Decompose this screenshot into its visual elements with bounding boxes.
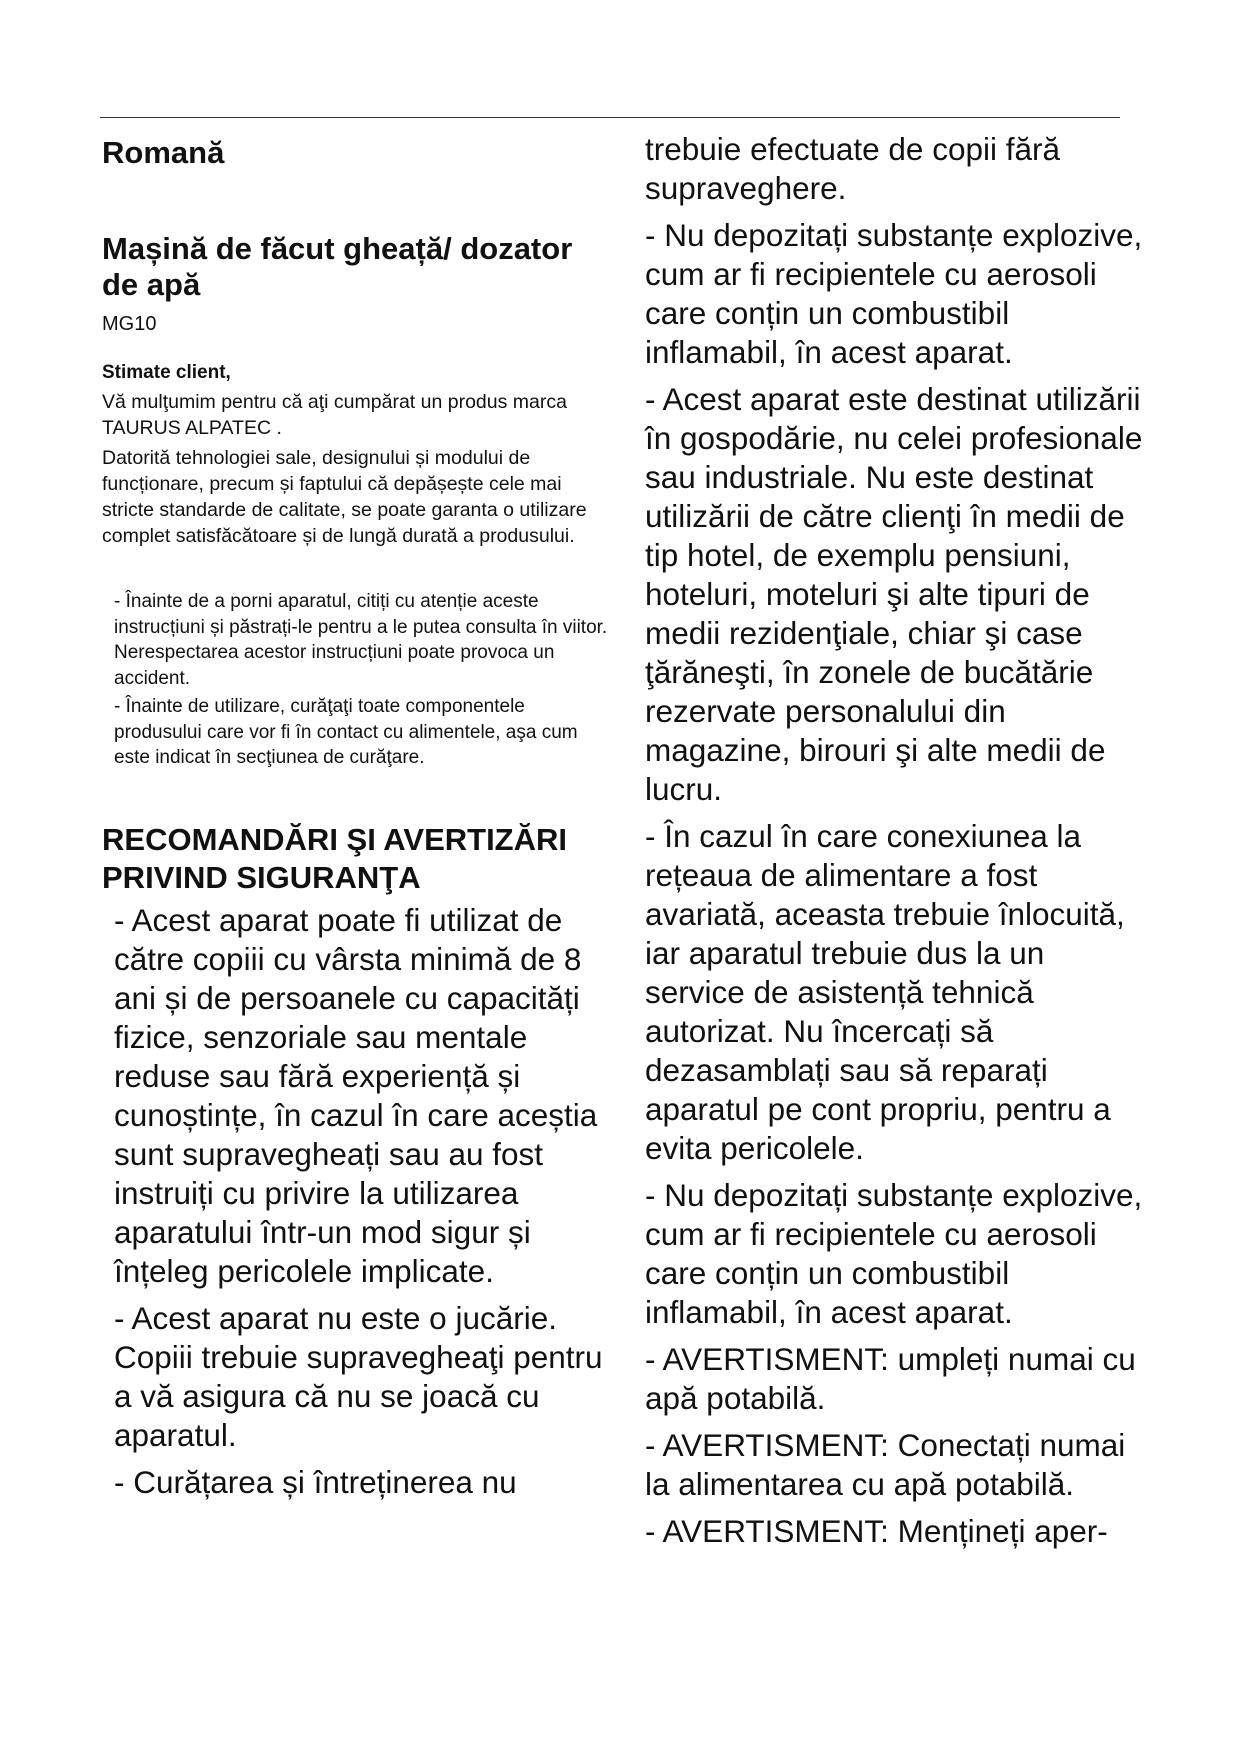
safety-item: - În cazul în care conexiunea la rețeaua de alimentare a fost avariată, aceasta trebuie înlocuită, iar aparatul trebuie dus la un service de asistență tehnică autorizat. Nu încercați să dezasamblați sau să reparați aparatul pe cont propriu, pentru a evita pericolele. <box>645 818 1125 1166</box>
intro-body: Datorită tehnologiei sale, designului și modului de funcționare, precum și faptului că depășește cele mai stricte standarde de calitate, se poate garanta o utilizare complet satisfăcătoare și de lungă durată a produsului. <box>102 447 587 547</box>
safety-item: trebuie efectuate de copii fără supraveghere. <box>645 131 1061 206</box>
notes-list <box>114 589 612 771</box>
safety-item: - Acest aparat nu este o jucărie. Copiii trebuie supravegheaţi pentru a vă asigura că nu se joacă cu aparatul. <box>114 1299 603 1453</box>
product-title: Mașină de făcut gheață/ dozator de apă <box>102 231 573 302</box>
note-item: - Înainte de a porni aparatul, citiți cu atenție aceste instrucțiuni și păstrați-le pentru a le putea consulta în viitor. Nerespectarea acestor instrucțiuni poate provoca un accident. <box>114 591 608 689</box>
header-rule <box>100 117 1120 118</box>
safety-item: - Acest aparat este destinat utilizării în gospodărie, nu celei profesionale sau industriale. Nu este destinat utilizării de către clienţi în medii de tip hotel, de exemplu pensiuni, hoteluri, moteluri şi alte tipuri de medii rezidenţiale, chiar şi case ţărăneşti, în zonele de bucătărie rezervate personalului din magazine, birouri şi alte medii de lucru. <box>645 381 1143 807</box>
note-item: - Înainte de utilizare, curăţaţi toate componentele produsului care vor fi în contact cu alimentele, aşa cum este indicat în secţiunea de curăţare. <box>114 696 578 768</box>
right-column <box>645 130 1145 1559</box>
model-number: MG10 <box>102 313 157 335</box>
intro-thanks: Vă mulţumim pentru că aţi cumpărat un produs marca TAURUS ALPATEC . <box>102 391 567 439</box>
safety-item: - AVERTISMENT: Mențineți aper- <box>645 1513 1108 1549</box>
language-heading: Romană <box>102 135 225 170</box>
safety-item: - Nu depozitați substanțe explozive, cum ar fi recipientele cu aerosoli care conțin un combustibil inflamabil, în acest aparat. <box>645 1177 1143 1330</box>
safety-item: - AVERTISMENT: umpleți numai cu apă potabilă. <box>645 1341 1136 1416</box>
safety-heading: RECOMANDĂRI ŞI AVERTIZĂRI PRIVIND SIGURANŢA <box>102 821 567 895</box>
greeting: Stimate client, <box>102 362 231 383</box>
safety-item: - Curățarea și întreținerea nu <box>114 1463 517 1500</box>
left-column <box>102 130 612 1510</box>
safety-item: - Nu depozitați substanțe explozive, cum ar fi recipientele cu aerosoli care conțin un combustibil inflamabil, în acest aparat. <box>645 217 1143 370</box>
safety-item: - Acest aparat poate fi utilizat de către copiii cu vârsta minimă de 8 ani și de persoanele cu capacități fizice, senzoriale sau mentale reduse sau fără experiență și cunoștințe, în cazul în care aceștia sunt supravegheați sau au fost instruiți cu privire la utilizarea aparatului într-un mod sigur și înțeleg pericolele implicate. <box>114 901 598 1289</box>
safety-item: - AVERTISMENT: Conectați numai la alimentarea cu apă potabilă. <box>645 1427 1126 1502</box>
